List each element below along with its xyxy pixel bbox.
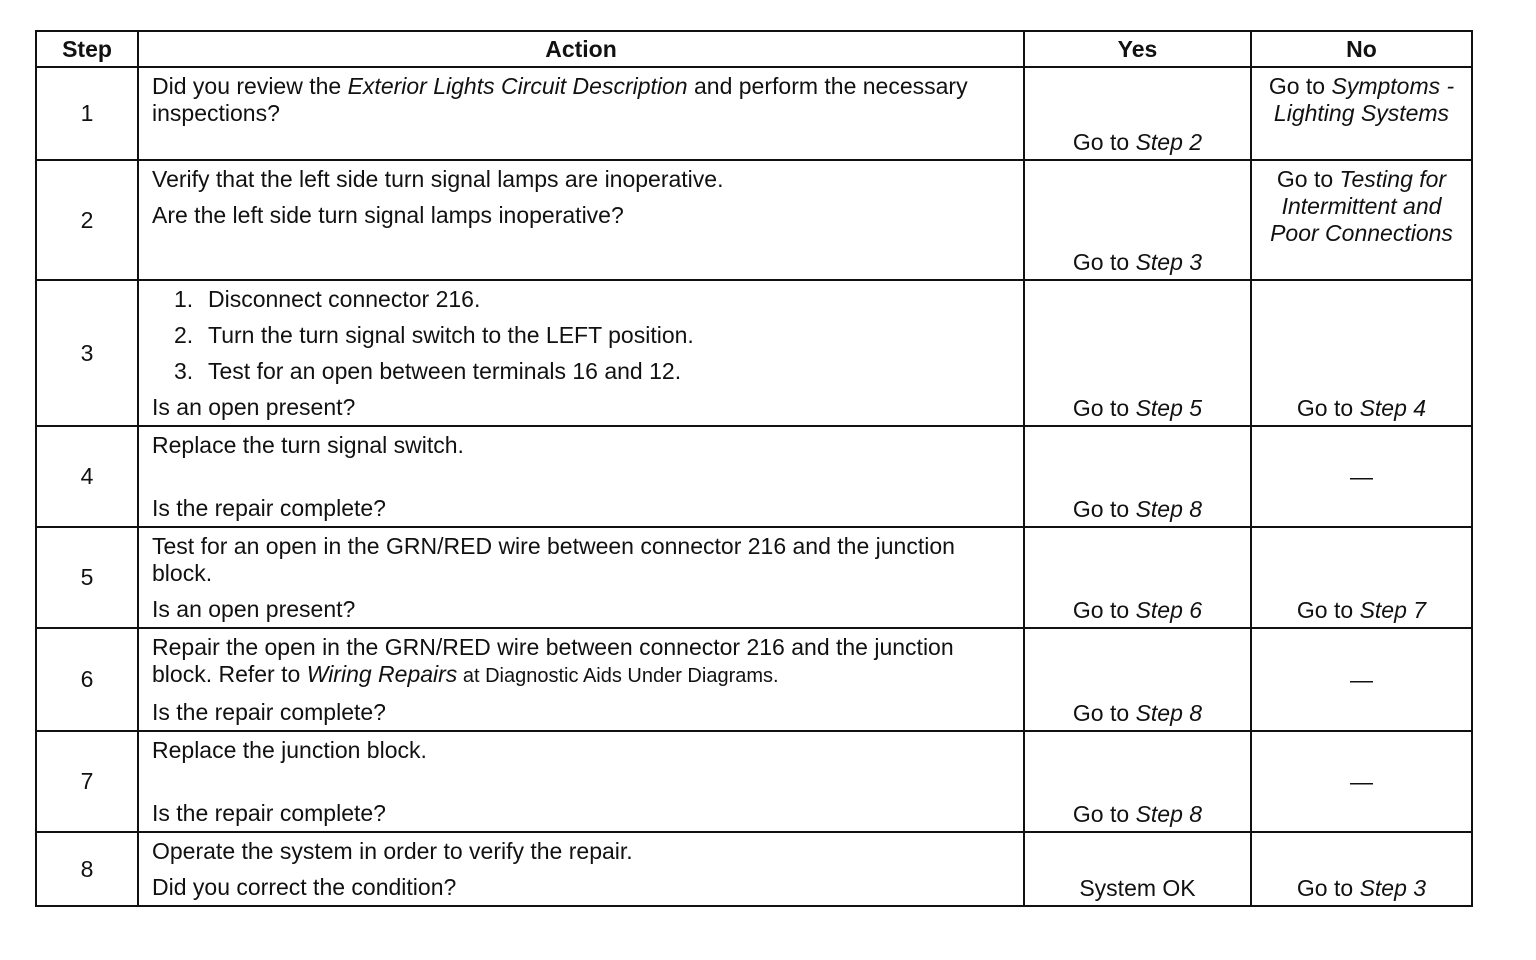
step-link: Step 3	[1359, 875, 1427, 901]
table-row-step-4	[36, 426, 1472, 527]
action-cell	[138, 832, 1024, 906]
action-text: Verify that the left side turn signal lamps are inoperative.	[152, 166, 724, 192]
action-cell	[138, 67, 1024, 160]
instruction-list	[152, 286, 1013, 385]
question-text: Is the repair complete?	[152, 800, 386, 826]
no-cell: Go to Testing for Intermittent and Poor Connections	[1251, 160, 1472, 280]
none-dash: —	[1350, 768, 1373, 794]
step-link: Step 8	[1135, 496, 1203, 522]
question-text: Is an open present?	[152, 596, 356, 622]
no-cell: Go to Step 3	[1251, 832, 1472, 906]
list-item: 3. Test for an open between terminals 16 and 12.	[174, 358, 682, 384]
doc-reference: Exterior Lights Circuit Description	[347, 73, 688, 99]
yes-cell	[1024, 832, 1251, 906]
step-number: 5	[36, 527, 138, 628]
no-cell	[1251, 426, 1472, 527]
step-link: Step 8	[1135, 700, 1203, 726]
diagnostic-table	[35, 30, 1473, 907]
step-number: 6	[36, 628, 138, 731]
no-cell	[1251, 628, 1472, 731]
table-row-step-1	[36, 67, 1472, 160]
doc-reference: Symptoms - Lighting Systems	[1273, 73, 1455, 126]
step-number: 8	[36, 832, 138, 906]
header-action: Action	[138, 31, 1024, 67]
action-text: Replace the turn signal switch.	[152, 432, 464, 458]
yes-cell: Go to Step 3	[1024, 160, 1251, 280]
yes-cell: Go to Step 8	[1024, 628, 1251, 731]
step-number: 4	[36, 426, 138, 527]
table-row-step-6	[36, 628, 1472, 731]
action-cell	[138, 527, 1024, 628]
question-text: Is the repair complete?	[152, 699, 386, 725]
action-text: Test for an open in the GRN/RED wire between connector 216 and the junction block.	[152, 533, 955, 586]
list-item: 2. Turn the turn signal switch to the LEFT position.	[174, 322, 694, 348]
action-text: Did you review the Exterior Lights Circuit Description and perform the necessary inspections?	[152, 73, 968, 126]
step-number: 3	[36, 280, 138, 426]
step-link: Step 6	[1135, 597, 1203, 623]
doc-reference: Wiring Repairs	[306, 661, 458, 687]
action-text: Repair the open in the GRN/RED wire between connector 216 and the junction block. Refer to Wiring Repairs at Diagnostic Aids Under Diagrams.	[152, 634, 954, 687]
table-row-step-5	[36, 527, 1472, 628]
question-text: Did you correct the condition?	[152, 874, 457, 900]
action-cell	[138, 426, 1024, 527]
action-cell	[138, 628, 1024, 731]
table-row-step-7	[36, 731, 1472, 832]
yes-cell: Go to Step 8	[1024, 426, 1251, 527]
question-text: Is the repair complete?	[152, 495, 386, 521]
question-text: Is an open present?	[152, 394, 356, 420]
yes-cell: Go to Step 2	[1024, 67, 1251, 160]
no-cell: Go to Symptoms - Lighting Systems	[1251, 67, 1472, 160]
table-row-step-8	[36, 832, 1472, 906]
step-number: 7	[36, 731, 138, 832]
header-step: Step	[36, 31, 138, 67]
step-link: Step 3	[1135, 249, 1203, 275]
result-text: System OK	[1079, 875, 1196, 901]
no-cell: Go to Step 4	[1251, 280, 1472, 426]
step-link: Step 8	[1135, 801, 1203, 827]
question-text: Are the left side turn signal lamps inoperative?	[152, 202, 624, 228]
header-row	[36, 31, 1472, 67]
header-yes: Yes	[1024, 31, 1251, 67]
header-no: No	[1251, 31, 1472, 67]
yes-cell: Go to Step 5	[1024, 280, 1251, 426]
action-text: Replace the junction block.	[152, 737, 427, 763]
step-link: Step 5	[1135, 395, 1203, 421]
no-cell: Go to Step 7	[1251, 527, 1472, 628]
action-cell	[138, 160, 1024, 280]
step-link: Step 7	[1359, 597, 1427, 623]
table-row-step-2	[36, 160, 1472, 280]
yes-cell: Go to Step 8	[1024, 731, 1251, 832]
action-cell	[138, 731, 1024, 832]
none-dash: —	[1350, 463, 1373, 489]
step-link: Step 4	[1359, 395, 1427, 421]
action-cell	[138, 280, 1024, 426]
action-text: Operate the system in order to verify the repair.	[152, 838, 633, 864]
step-number: 1	[36, 67, 138, 160]
none-dash: —	[1350, 666, 1373, 692]
list-item: 1. Disconnect connector 216.	[174, 286, 481, 312]
step-number: 2	[36, 160, 138, 280]
step-link: Step 2	[1135, 129, 1203, 155]
yes-cell: Go to Step 6	[1024, 527, 1251, 628]
doc-reference: Testing for Intermittent and Poor Connections	[1270, 166, 1453, 246]
table-row-step-3	[36, 280, 1472, 426]
no-cell	[1251, 731, 1472, 832]
